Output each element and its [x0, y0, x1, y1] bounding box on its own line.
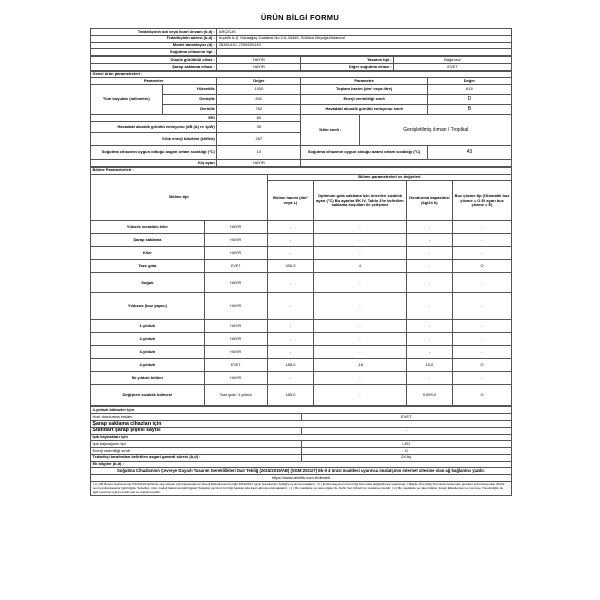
compartment-temp: - — [314, 234, 407, 247]
compartment-name: 4-yıldızlı — [91, 359, 205, 372]
compartment-row — [91, 260, 512, 273]
height-value: 1930 — [217, 85, 301, 95]
winter-setting-value: HAYIR — [217, 160, 301, 167]
wine-title: Şarap saklama cihazları için — [91, 420, 512, 427]
eei-row — [91, 115, 512, 122]
max-temp-value: 43 — [427, 146, 511, 160]
compartment-col-type: Bölme tipi — [91, 174, 268, 221]
compartment-row — [91, 333, 512, 346]
noise-emission-label: Havadaki akustik gürültü emisyonu (dB (A) re 1pW) — [91, 122, 217, 133]
model-label: Model tanımlayıcı (d) : — [91, 42, 217, 49]
min-temp-value: 10 — [217, 146, 301, 160]
compartment-name: 3-yıldızlı — [91, 346, 205, 359]
footer-row — [91, 448, 512, 455]
compartment-defrost: O — [453, 385, 512, 406]
footer-row — [91, 454, 512, 461]
compartment-col-volume: Bölme hacmi (dm³ veya L) — [267, 181, 313, 221]
eei-label: EEI — [91, 115, 217, 122]
compartment-temp: - — [314, 293, 407, 320]
compartment-volume: - — [267, 221, 313, 234]
section-row — [91, 71, 512, 78]
compartment-defrost: - — [453, 234, 512, 247]
design-type-label: Tasarım tipi : — [301, 57, 394, 64]
general-col-param: Parametre — [91, 78, 217, 85]
general-section-title: Genel ürün parametreleri : — [91, 71, 512, 78]
compartment-temp: -18 — [314, 359, 407, 372]
temperature-row — [91, 146, 512, 160]
compartment-present: HAYIR — [204, 346, 267, 359]
compartment-freeze: - — [406, 234, 452, 247]
support-link[interactable]: https://www.arcelik.com.tr/destek — [91, 475, 512, 482]
compartment-freeze: - — [406, 372, 452, 385]
supplier-row — [91, 42, 512, 49]
model-value: 2836141C-7296520140 — [217, 42, 512, 49]
regulation-text: Soğutma Cihazlarının Çevreye Duyarlı Tasarım Gereklilikleri Dair Tebliğ (2015/2019/AB) (SGM:2021/7) Ek-II 4 üncü maddesi uyarınca imalatçının internet sitesine olan ağ bağlantısı yazılır. — [91, 468, 512, 475]
wine-shelves-label: Standart şarap şişesi sayısı — [91, 427, 302, 434]
general-col-value-right: Değer — [427, 78, 511, 85]
form-title: ÜRÜN BİLGİ FORMU — [260, 13, 340, 22]
winter-empty — [301, 160, 512, 167]
compartment-row — [91, 273, 512, 293]
light-class-label: Enerji verimliliği sınıfı — [91, 448, 302, 455]
four-star-title: 4-yıldızlı bölmeler için — [91, 407, 512, 414]
compartment-volume: - — [267, 346, 313, 359]
compartment-row — [91, 385, 512, 406]
compartment-group-row — [91, 174, 512, 181]
noise-emission-value: 35 — [217, 122, 301, 133]
other-appliance-value: EVET — [394, 63, 512, 70]
compartment-freeze: - — [406, 221, 452, 234]
compartment-col-temp: Optimum gıda saklama için önerilen sıcaklık ayarı (°C) Bu ayarlar EK IV, Tablo 3'te belirtilen saklama koşulları ile çelişmez — [314, 181, 407, 221]
compartment-volume: - — [267, 273, 313, 293]
section-row — [91, 420, 512, 427]
compartment-freeze: 10,0 — [406, 359, 452, 372]
compartment-freeze: 9,999,0 — [406, 385, 452, 406]
annual-energy-label: Yıllık enerji tüketimi (kWh/a) — [91, 133, 217, 146]
height-label: Yükseklik — [162, 85, 217, 95]
compartment-defrost: - — [453, 333, 512, 346]
wine-storage-value: HAYIR — [217, 63, 301, 70]
compartment-freeze: - — [406, 260, 452, 273]
footer-row — [91, 441, 512, 448]
compartment-defrost: - — [453, 293, 512, 320]
compartment-freeze: - — [406, 273, 452, 293]
compartment-defrost: O — [453, 359, 512, 372]
compartment-group-header: Bölme parametreleri ve değerleri — [267, 174, 511, 181]
compartment-volume: - — [267, 247, 313, 260]
section-row — [91, 407, 512, 414]
light-type-value: LED — [301, 441, 512, 448]
compartment-present: HAYIR — [204, 234, 267, 247]
compartment-row — [91, 359, 512, 372]
footer-row — [91, 427, 512, 434]
compartment-present: HAYIR — [204, 333, 267, 346]
compartment-table — [90, 167, 512, 407]
design-type-value: Bağımsız — [394, 57, 512, 64]
compartment-freeze: - — [406, 333, 452, 346]
product-info-form — [90, 28, 512, 496]
compartment-present: HAYIR — [204, 293, 267, 320]
type-row — [91, 57, 512, 64]
compartment-defrost: - — [453, 346, 512, 359]
depth-label: Derinlik — [162, 105, 217, 115]
compartment-present: HAYIR — [204, 221, 267, 234]
general-params-table — [90, 71, 512, 167]
compartment-defrost: - — [453, 372, 512, 385]
supplier-table — [90, 28, 512, 56]
compartment-col-defrost: Buz çözme tip (Otomatik buz çözme = O El ayarı buz çözme = E) — [453, 181, 512, 221]
compartment-freeze: - — [406, 247, 452, 260]
compartment-temp: - — [314, 221, 407, 234]
compartment-name: Yıldızsız (buz yapıcı) — [91, 293, 205, 320]
footer-row — [91, 468, 512, 475]
compartment-row — [91, 221, 512, 234]
energy-class-value: D — [427, 95, 511, 105]
other-appliance-label: Diğer soğutma cihazı : — [301, 63, 394, 70]
compartment-defrost: - — [453, 247, 512, 260]
eei-value: 80 — [217, 115, 301, 122]
appliance-type-table — [90, 56, 512, 71]
compartment-defrost: - — [453, 273, 512, 293]
compartment-name: 2-yıldızlı — [91, 333, 205, 346]
compartment-row — [91, 346, 512, 359]
compartment-present: EVET — [204, 359, 267, 372]
width-label: Genişlik — [162, 95, 217, 105]
compartment-section-title: Bölme Parametreleri : — [91, 167, 512, 174]
supplier-name-label: Tedarikçinin adı veya ticari ünvanı (b,d) : — [91, 29, 217, 36]
compartment-present: HAYIR — [204, 247, 267, 260]
compartment-defrost: - — [453, 320, 512, 333]
compartment-row — [91, 293, 512, 320]
quick-freeze-value: EVET — [301, 414, 512, 421]
wine-shelves-value: - — [301, 427, 512, 434]
noise-class-label: Havadaki akustik gürültü emisyonu sınıfı — [301, 105, 427, 115]
compartment-temp: - — [314, 333, 407, 346]
compartment-freeze: - — [406, 320, 452, 333]
light-class-value: G — [301, 448, 512, 455]
footer-row — [91, 481, 512, 495]
compartment-row — [91, 247, 512, 260]
total-volume-label: Toplam hacim (dm³ veya litre) — [301, 85, 427, 95]
compartment-temp: - — [314, 372, 407, 385]
compartment-volume: 185,0 — [267, 359, 313, 372]
compartment-freeze: - — [406, 346, 452, 359]
compartment-name: Taze gıda — [91, 260, 205, 273]
supplier-row — [91, 29, 512, 36]
general-header-row — [91, 78, 512, 85]
warranty-label: Tedarikçi tarafından belirtilen asgari garanti süresi (b,d) : — [91, 454, 302, 461]
dimension-row — [91, 85, 512, 95]
type-row — [91, 63, 512, 70]
compartment-name: Şarap saklama — [91, 234, 205, 247]
compartment-volume: - — [267, 320, 313, 333]
energy-class-label: Enerji verimliliği sınıfı — [301, 95, 427, 105]
light-type-label: Işık kaynağının tipi — [91, 441, 302, 448]
dimensions-label: Tüm boyutlar (milimetre) — [91, 85, 163, 115]
compartment-present: Taze gıda / 4-yıldızlı — [204, 385, 267, 406]
winter-setting-label: Kış ayarı — [91, 160, 217, 167]
low-noise-value: HAYIR — [217, 57, 301, 64]
annual-energy-value: 267 — [217, 133, 301, 146]
low-noise-label: Düşük gürültülü cihaz : — [91, 57, 217, 64]
footer-row — [91, 414, 512, 421]
compartment-volume: 430,0 — [267, 260, 313, 273]
appliance-type-label: Soğutma cihazının tipi : — [91, 49, 217, 56]
section-row — [91, 167, 512, 174]
compartment-rows — [91, 221, 512, 406]
compartment-name: İki yıldızlı bölüm — [91, 372, 205, 385]
supplier-address-value: Arçelik A.Ş. Karaağaç Caddesi No:2-6,34445, Sütlüce Beyoğlu/İstanbul — [217, 35, 512, 42]
compartment-temp: - — [314, 346, 407, 359]
compartment-present: EVET — [204, 260, 267, 273]
compartment-name: Yüksek sıcaklıklı kiler — [91, 221, 205, 234]
compartment-volume: - — [267, 372, 313, 385]
depth-value: 762 — [217, 105, 301, 115]
supplier-name-value: ARÇELİK — [217, 29, 512, 36]
compartment-defrost: - — [453, 221, 512, 234]
footer-row — [91, 475, 512, 482]
compartment-row — [91, 234, 512, 247]
compartment-defrost: O — [453, 260, 512, 273]
section-row — [91, 461, 512, 468]
section-row — [91, 434, 512, 441]
compartment-name: 1-yıldızlı — [91, 320, 205, 333]
compartment-col-freeze: Dondurma kapasitesi (kg/24 h) — [406, 181, 452, 221]
footnote-text: ( a ) AB Resmi Gazetesinde 5/12/2019 tarihinde yayımlanan (ab Kapsamlarının Enerji Etiketlemesi ile ilgili 2019/2017 sayılı Gereksinim Tebliği'e uyumna kıraşlanır. ( b ) Enformasyonun ürün bilgi formunda değiştirilmesi yapılamaz. Hallede Ürün bilgi formunda bulunması gereken enformasyonlar (Daha sonra kullanılacaktır ilgili bilgiler Tedarikçi, ürün modeli hakkında ilgili bilgileri Tedarikçi yazılımlı bir bilgi bankasında kayıt altında tutulmaktadır). ( c ) Bu maddede yer alan öğeler ile hiçbir Veri Cihazı'nın modeline özeldir. ( d ) Bu maddede yer alan bilgiler, Enerji Etiketlemesi ve Çevreye Yönelimliğim ile ilgili mevzuat uyarınca alınmalı ve arşivlenmelidir. — [91, 481, 512, 495]
supplier-row — [91, 49, 512, 56]
compartment-name: Kiler — [91, 247, 205, 260]
compartment-temp: - — [314, 385, 407, 406]
compartment-name: Soğuk — [91, 273, 205, 293]
width-value: 832 — [217, 95, 301, 105]
warranty-value: 24 Ay — [301, 454, 512, 461]
compartment-row — [91, 320, 512, 333]
total-volume-value: 615 — [427, 85, 511, 95]
compartment-temp: 4 — [314, 260, 407, 273]
max-temp-label: Soğutma cihazının uygun olduğu azami ortam sıcaklığı (°C) — [301, 146, 427, 160]
compartment-freeze: - — [406, 293, 452, 320]
compartment-temp: - — [314, 273, 407, 293]
light-title: Işık kaynakları için — [91, 434, 512, 441]
winter-row — [91, 160, 512, 167]
supplier-address-label: Tedarikçinin adresi (b,d) : — [91, 35, 217, 42]
compartment-present: HAYIR — [204, 273, 267, 293]
general-col-param-right: Parametre — [301, 78, 427, 85]
footer-table — [90, 406, 512, 496]
general-col-value: Değer — [217, 78, 301, 85]
wine-storage-label: Şarap saklama cihazı : — [91, 63, 217, 70]
compartment-temp: - — [314, 247, 407, 260]
noise-class-value: B — [427, 105, 511, 115]
compartment-volume: 185,0 — [267, 385, 313, 406]
quick-freeze-label: Hızlı dondurma imkânı — [91, 414, 302, 421]
extra-info-title: Ek bilgiler (b,d) : — [91, 461, 512, 468]
climate-class-label: İklim sınıfı : — [301, 115, 360, 146]
compartment-volume: - — [267, 293, 313, 320]
compartment-present: HAYIR — [204, 372, 267, 385]
compartment-name: Değişken sıcaklık bölmesi — [91, 385, 205, 406]
compartment-present: HAYIR — [204, 320, 267, 333]
compartment-volume: - — [267, 333, 313, 346]
compartment-row — [91, 372, 512, 385]
supplier-row — [91, 35, 512, 42]
min-temp-label: Soğutma cihazının uygun olduğu asgari ortam sıcaklığı (°C) — [91, 146, 217, 160]
appliance-type-value — [217, 49, 512, 56]
climate-class-value: Genişletilmiş ılıman / Tropikal — [360, 115, 512, 146]
compartment-temp: - — [314, 320, 407, 333]
compartment-volume: - — [267, 234, 313, 247]
